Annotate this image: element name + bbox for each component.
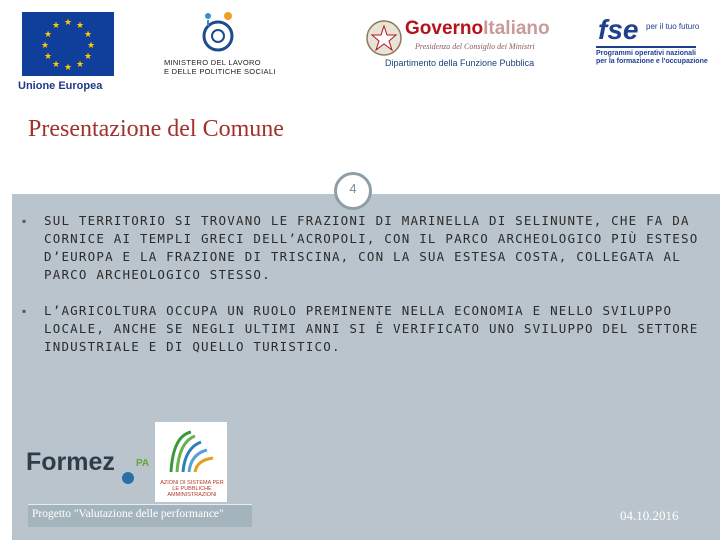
page-title: Presentazione del Comune <box>28 116 284 142</box>
governo-department: Dipartimento della Funzione Pubblica <box>385 58 535 68</box>
fse-program <box>596 50 708 66</box>
bullet-marker: ▪ <box>22 304 27 318</box>
svg-text:★: ★ <box>63 63 73 73</box>
governo-title <box>405 18 550 40</box>
bullet-text: SUL TERRITORIO SI TROVANO LE FRAZIONI DI MARINELLA DI SELINUNTE, CHE FA DA CORNICE AI TEMPLI GRECI DELL’ACROPOLI, CON IL PARCO ARCHEOLOGICO PIÙ ESTESO D’EUROPA E LA FRAZIONE DI TRISCINA, CON LA SUA ESTESA COSTA, COLLEGATA AL PARCO ARCHEOLOGICO STESSO. <box>44 213 699 282</box>
ministry-line-2: E DELLE POLITICHE SOCIALI <box>164 67 276 76</box>
list-item <box>22 212 702 284</box>
italy-emblem-icon <box>365 18 403 58</box>
svg-text:★: ★ <box>75 60 85 70</box>
svg-text:★: ★ <box>43 52 53 62</box>
formez-wordmark: Formez <box>26 448 115 476</box>
footer-project: Progetto "Valutazione delle performance" <box>32 508 224 520</box>
governo-title-part1: Governo <box>405 18 484 39</box>
eu-stars-icon <box>22 12 114 76</box>
slide-number: 4 <box>349 181 357 196</box>
azioni-di-sistema-logo <box>155 422 227 502</box>
eu-logo <box>14 10 114 96</box>
fse-logo <box>596 14 708 74</box>
svg-text:★: ★ <box>83 30 93 40</box>
governo-subtitle: Presidenza del Consiglio dei Ministri <box>415 42 535 51</box>
svg-text:★: ★ <box>75 21 85 31</box>
fse-program-line-1: Programmi operativi nazionali <box>596 50 696 57</box>
svg-text:★: ★ <box>51 60 61 70</box>
ministry-emblem-icon <box>198 10 242 56</box>
formez-dot-icon <box>122 472 134 484</box>
governo-title-part2: Italiano <box>483 18 550 39</box>
eu-flag <box>22 12 114 76</box>
logo-strip <box>0 0 720 100</box>
svg-text:★: ★ <box>63 18 73 28</box>
fse-mark: fse <box>598 14 639 45</box>
fse-tagline: per il tuo futuro <box>646 22 700 31</box>
formez-logo <box>24 446 154 488</box>
list-item <box>22 302 702 356</box>
svg-text:★: ★ <box>86 41 96 51</box>
governo-logo <box>365 16 550 76</box>
bullet-text: L’AGRICOLTURA OCCUPA UN RUOLO PREMINENTE NELLA ECONOMIA E NELLO SVILUPPO LOCALE, ANCHE SE NEGLI ULTIMI ANNI SI È VERIFICATO UNO SVILUPPO DEL SETTORE INDUSTRIALE E DI QUELLO TURISTICO. <box>44 303 699 354</box>
eu-caption: Unione Europea <box>18 80 103 92</box>
svg-text:★: ★ <box>51 21 61 31</box>
fse-divider <box>596 46 696 48</box>
fse-program-line-2: per la formazione e l'occupazione <box>596 58 708 65</box>
azioni-swirl-icon <box>163 426 219 478</box>
svg-text:★: ★ <box>40 41 50 51</box>
footer-date: 04.10.2016 <box>620 508 679 523</box>
bullet-list <box>22 212 702 374</box>
azioni-text: AZIONI DI SISTEMA PER LE PUBBLICHE AMMINISTRAZIONI <box>160 480 224 498</box>
svg-text:★: ★ <box>43 30 53 40</box>
ministry-line-1: MINISTERO DEL LAVORO <box>164 58 261 67</box>
ministry-logo <box>160 10 280 90</box>
formez-pa-label: PA <box>136 458 150 469</box>
ministry-text <box>164 58 276 76</box>
svg-text:★: ★ <box>83 52 93 62</box>
bullet-marker: ▪ <box>22 214 27 228</box>
